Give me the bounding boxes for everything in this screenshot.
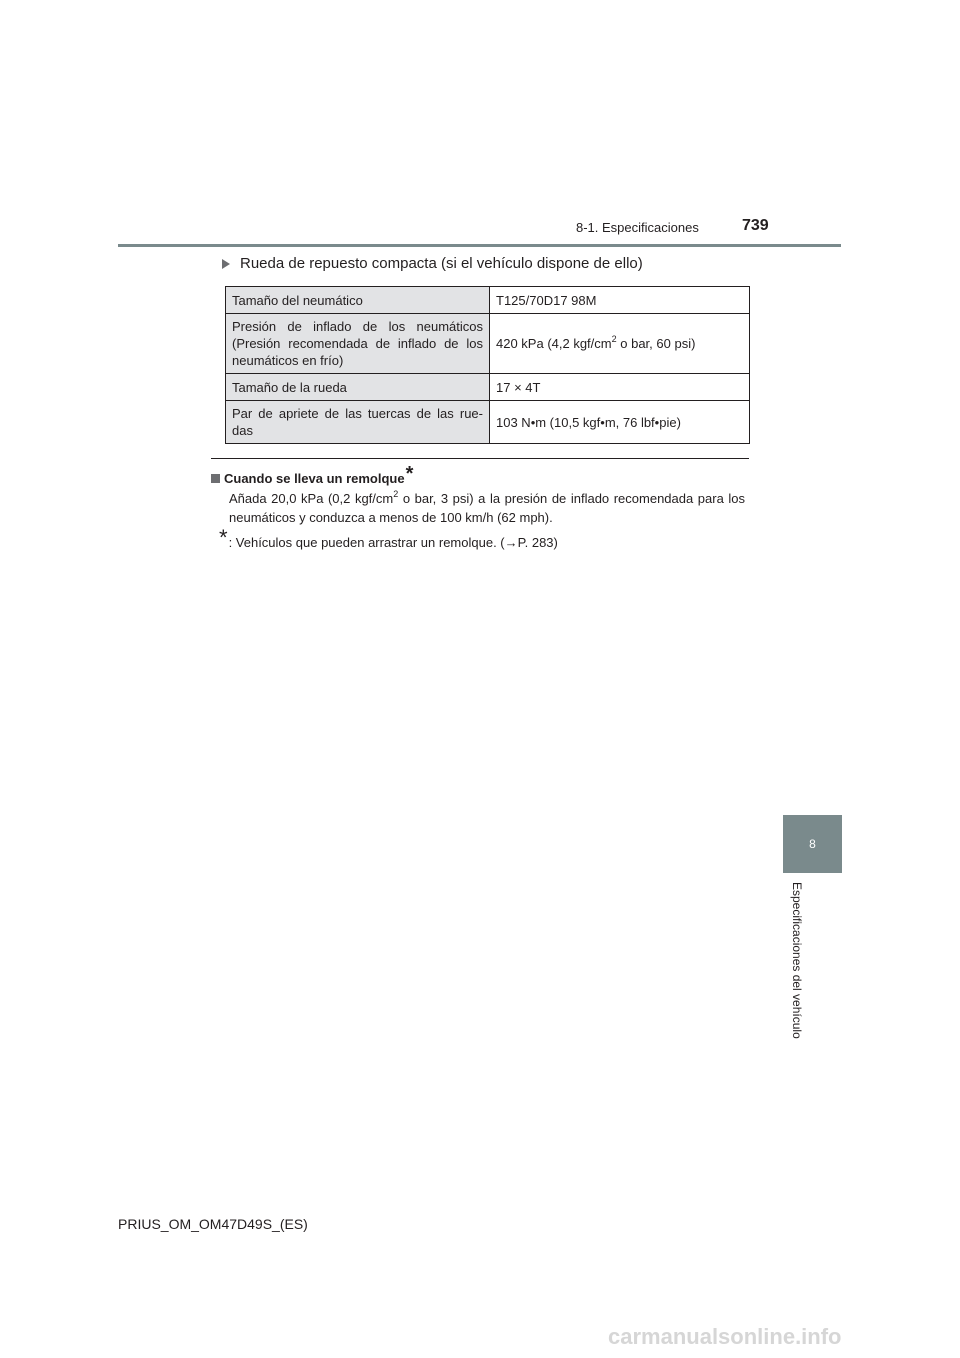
asterisk-mark: * — [405, 463, 414, 485]
value-text: o bar, 60 psi) — [616, 336, 696, 351]
table-row — [226, 314, 750, 374]
note-heading — [211, 463, 414, 490]
table-cell-value: T125/70D17 98M — [490, 287, 750, 314]
square-bullet-icon — [211, 474, 220, 483]
page-number: 739 — [742, 217, 769, 234]
footnote — [219, 527, 558, 553]
section-divider — [211, 458, 749, 459]
subheading-text: Rueda de repuesto compacta (si el vehículo dispone de ello) — [240, 255, 643, 272]
note-body-text: Añada 20,0 kPa (0,2 kgf/cm — [229, 491, 394, 506]
header-rule — [118, 244, 841, 247]
footnote-text: : Vehículos que pueden arrastrar un remolque. (→P. 283) — [228, 535, 558, 550]
note-body — [229, 489, 745, 527]
footer-document-code: PRIUS_OM_OM47D49S_(ES) — [118, 1216, 308, 1232]
watermark: carmanualsonline.info — [608, 1324, 842, 1349]
superscript: 2 — [611, 333, 617, 344]
superscript: 2 — [393, 488, 399, 499]
table-row — [226, 287, 750, 314]
chapter-tab — [783, 815, 842, 873]
value-text: 420 kPa (4,2 kgf/cm — [496, 336, 612, 351]
table-cell-label: Presión de inflado de los neumáticos (Presión recomendada de inflado de los neumáticos en frío) — [226, 314, 490, 374]
note-heading-text: Cuando se lleva un remolque — [224, 471, 405, 486]
table-cell-label: Tamaño del neumático — [226, 287, 490, 314]
triangle-bullet-icon — [222, 259, 230, 269]
spec-table — [225, 286, 750, 444]
table-cell-value: 17 × 4T — [490, 374, 750, 401]
subheading — [222, 255, 643, 272]
chapter-number: 8 — [809, 837, 816, 851]
table-cell-value: 103 N•m (10,5 kgf•m, 76 lbf•pie) — [490, 401, 750, 444]
asterisk-mark: * — [219, 525, 228, 550]
table-cell-value — [490, 314, 750, 374]
note-body-text: o bar, 3 psi) a la presión de inflado recomendada para los neumáticos y conduzca a menos de 100 km/h (62 mph). — [229, 491, 745, 525]
header-section-title: 8-1. Especificaciones — [576, 220, 699, 235]
table-cell-label: Par de apriete de las tuercas de las rue-das — [226, 401, 490, 444]
chapter-side-label: Especificaciones del vehículo — [790, 882, 804, 1039]
table-row — [226, 401, 750, 444]
table-row — [226, 374, 750, 401]
table-cell-label: Tamaño de la rueda — [226, 374, 490, 401]
